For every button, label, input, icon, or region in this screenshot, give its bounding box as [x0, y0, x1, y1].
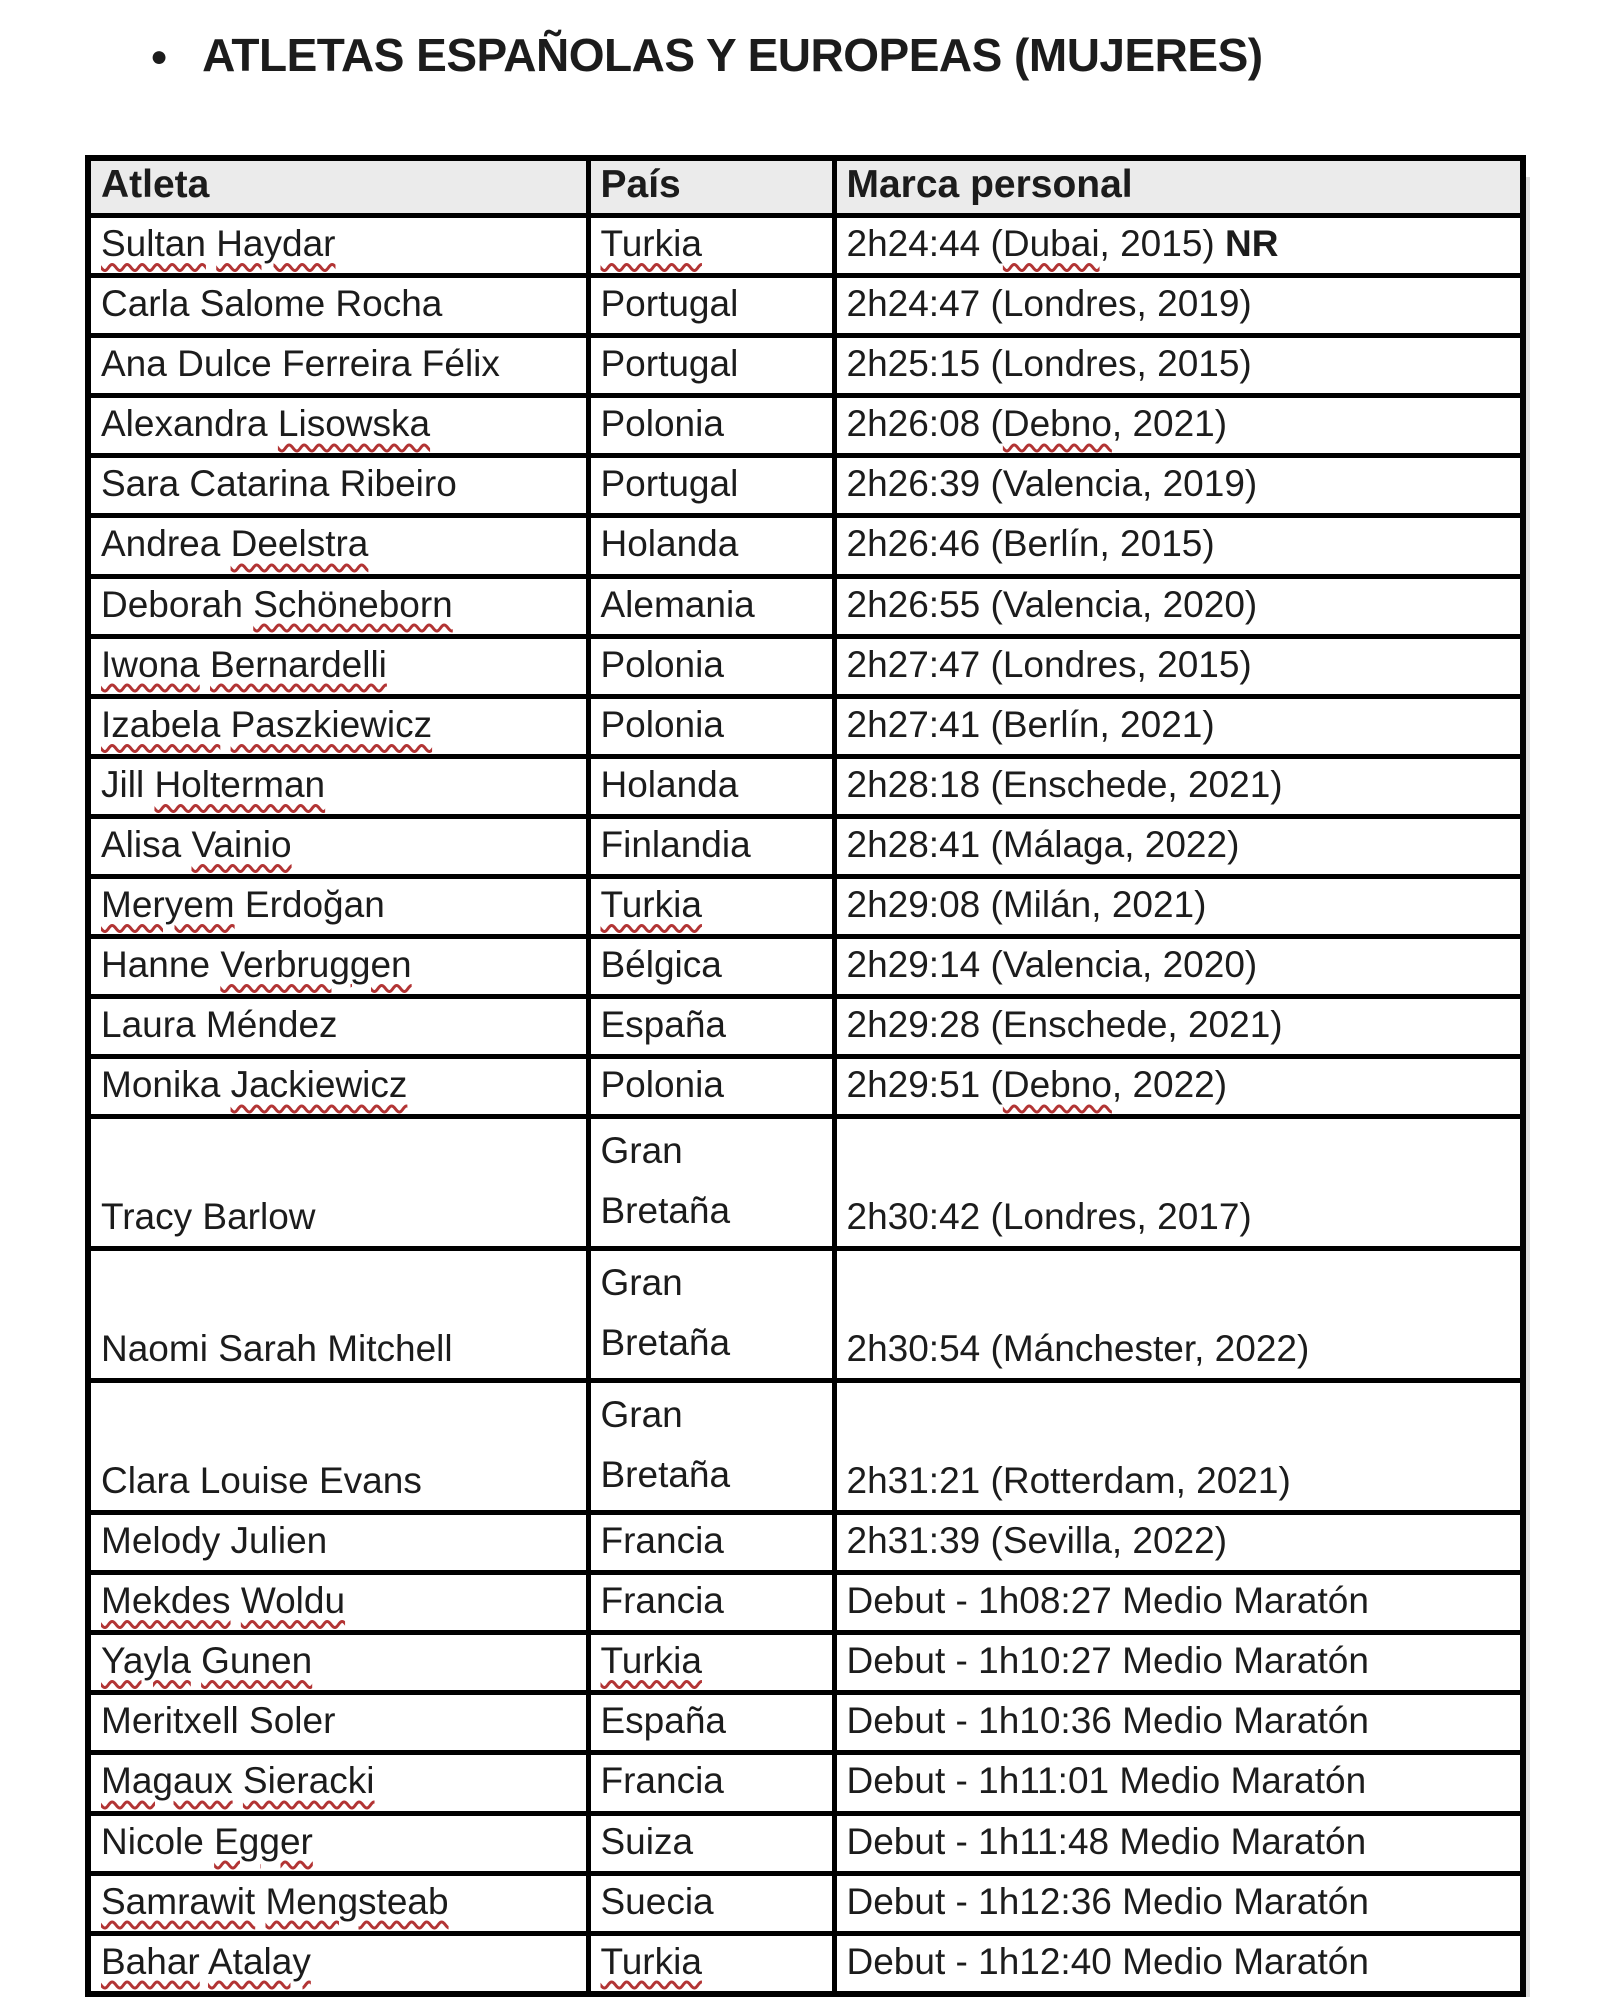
misspelled-word: Haydar	[216, 223, 336, 264]
misspelled-word: Mengsteab	[265, 1880, 449, 1922]
cell-mark	[834, 1873, 1523, 1933]
cell-country	[588, 816, 834, 876]
text-segment: Monika	[101, 1064, 231, 1106]
text-segment: 2h29:08 (Milán, 2021)	[846, 884, 1207, 926]
text-segment: Naomi Sarah Mitchell	[101, 1328, 453, 1370]
cell-mark	[834, 756, 1523, 816]
misspelled-word: Lisowska	[277, 403, 431, 445]
table-row	[88, 336, 1523, 396]
text-segment: Laura Méndez	[101, 1004, 338, 1046]
text-segment	[200, 1941, 208, 1982]
table-row	[88, 1933, 1523, 1994]
text-segment: Gran	[600, 1262, 683, 1304]
text-segment: Francia	[600, 1520, 724, 1562]
text-segment: Francia	[600, 1580, 724, 1622]
cell-mark	[834, 1633, 1523, 1693]
misspelled-word: Samrawit	[101, 1880, 256, 1922]
cell-country	[588, 1117, 834, 1249]
table-row	[88, 877, 1523, 937]
cell-country	[588, 1381, 834, 1513]
text-segment: Polonia	[600, 703, 724, 745]
misspelled-word: Dubai	[1002, 223, 1100, 264]
cell-country	[588, 576, 834, 636]
cell-mark	[834, 1573, 1523, 1633]
text-segment: 2h27:41 (Berlín, 2021)	[846, 703, 1215, 745]
text-segment: Nicole	[101, 1820, 215, 1862]
cell-athlete	[88, 696, 588, 756]
athletes-table	[85, 155, 1526, 1997]
cell-mark	[834, 456, 1523, 516]
text-segment: Polonia	[600, 1064, 724, 1106]
text-segment: Debut - 1h10:36 Medio Maratón	[846, 1700, 1369, 1742]
text-segment: 2h29:51 (	[846, 1064, 1003, 1106]
cell-athlete	[88, 816, 588, 876]
cell-mark	[834, 636, 1523, 696]
cell-athlete	[88, 997, 588, 1057]
misspelled-word: Woldu	[240, 1580, 346, 1622]
text-segment: Erdoğan	[234, 884, 385, 926]
text-segment: Ana Dulce Ferreira Félix	[101, 343, 500, 385]
misspelled-word: Magaux	[101, 1760, 233, 1802]
cell-athlete	[88, 1753, 588, 1813]
text-segment: 2h29:28 (Enschede, 2021)	[846, 1004, 1283, 1046]
text-segment: Debut - 1h10:27 Medio Maratón	[846, 1640, 1369, 1682]
misspelled-word: Turkia	[600, 223, 702, 264]
text-segment: España	[600, 1004, 726, 1046]
cell-mark	[834, 1513, 1523, 1573]
cell-country	[588, 1873, 834, 1933]
cell-athlete	[88, 276, 588, 336]
cell-mark	[834, 1753, 1523, 1813]
table-row	[88, 816, 1523, 876]
misspelled-word: Bernardelli	[210, 643, 387, 685]
text-segment: Carla Salome Rocha	[101, 283, 443, 325]
cell-mark	[834, 276, 1523, 336]
text-segment: Suecia	[600, 1880, 714, 1922]
text-segment: Bélgica	[600, 944, 722, 986]
misspelled-word: Schöneborn	[253, 583, 453, 625]
table-row	[88, 756, 1523, 816]
misspelled-word: Gunen	[201, 1640, 313, 1682]
cell-mark	[834, 1057, 1523, 1117]
text-segment: Portugal	[600, 343, 739, 385]
misspelled-word: Verbruggen	[220, 944, 412, 986]
table-row	[88, 937, 1523, 997]
text-segment: España	[600, 1700, 726, 1742]
cell-mark	[834, 877, 1523, 937]
cell-country	[588, 456, 834, 516]
table-row	[88, 696, 1523, 756]
cell-country	[588, 516, 834, 576]
text-segment: Portugal	[600, 283, 739, 325]
column-header-atleta: Atleta	[88, 158, 588, 216]
text-segment: Debut - 1h12:36 Medio Maratón	[846, 1880, 1369, 1922]
cell-athlete	[88, 216, 588, 276]
table-row	[88, 1057, 1523, 1117]
cell-country	[588, 997, 834, 1057]
cell-mark	[834, 396, 1523, 456]
text-segment	[206, 223, 216, 264]
text-segment: Alisa	[101, 823, 192, 865]
text-segment: 2h26:39 (Valencia, 2019)	[846, 463, 1258, 505]
text-segment: Hanne	[101, 944, 221, 986]
text-segment: , 2015)	[1099, 223, 1226, 264]
cell-country	[588, 216, 834, 276]
misspelled-word: Vainio	[191, 823, 292, 865]
text-segment: 2h26:46 (Berlín, 2015)	[846, 523, 1215, 565]
table-row	[88, 1249, 1523, 1381]
text-segment: 2h25:15 (Londres, 2015)	[846, 343, 1252, 385]
cell-athlete	[88, 1813, 588, 1873]
text-segment: Sara Catarina Ribeiro	[101, 463, 457, 505]
text-segment: Bretaña	[600, 1454, 731, 1496]
cell-athlete	[88, 1873, 588, 1933]
text-segment: 2h26:55 (Valencia, 2020)	[846, 583, 1258, 625]
text-segment: Suiza	[600, 1820, 694, 1862]
cell-athlete	[88, 1057, 588, 1117]
cell-mark	[834, 1693, 1523, 1753]
cell-athlete	[88, 937, 588, 997]
text-segment: Meritxell Soler	[101, 1700, 336, 1742]
text-segment: Debut - 1h11:48 Medio Maratón	[846, 1820, 1367, 1862]
document-title-row	[0, 26, 1600, 84]
cell-country	[588, 1513, 834, 1573]
text-segment: Deborah	[101, 583, 254, 625]
cell-athlete	[88, 877, 588, 937]
cell-country	[588, 877, 834, 937]
cell-mark	[834, 816, 1523, 876]
cell-mark	[834, 576, 1523, 636]
cell-athlete	[88, 1573, 588, 1633]
table-row	[88, 576, 1523, 636]
text-segment: Debut - 1h12:40 Medio Maratón	[846, 1940, 1369, 1982]
column-header-pais: País	[588, 158, 834, 216]
text-segment	[220, 704, 230, 745]
misspelled-word: Turkia	[600, 1640, 702, 1682]
cell-athlete	[88, 1693, 588, 1753]
table-header-row	[88, 158, 1523, 216]
cell-athlete	[88, 516, 588, 576]
cell-country	[588, 696, 834, 756]
cell-mark	[834, 696, 1523, 756]
text-segment: Holanda	[600, 523, 739, 565]
cell-athlete	[88, 1117, 588, 1249]
cell-country	[588, 1249, 834, 1381]
cell-country	[588, 276, 834, 336]
table-row	[88, 516, 1523, 576]
cell-country	[588, 636, 834, 696]
cell-country	[588, 1057, 834, 1117]
cell-mark	[834, 1381, 1523, 1513]
text-segment: Gran	[600, 1394, 683, 1436]
misspelled-word: Jackiewicz	[230, 1064, 408, 1106]
misspelled-word: Yayla	[101, 1640, 191, 1682]
table-row	[88, 1813, 1523, 1873]
cell-mark	[834, 1117, 1523, 1249]
table-row	[88, 1381, 1523, 1513]
text-segment	[191, 1640, 201, 1681]
cell-country	[588, 1633, 834, 1693]
text-segment: Bretaña	[600, 1190, 731, 1232]
cell-mark	[834, 1249, 1523, 1381]
text-segment: Francia	[600, 1760, 724, 1802]
cell-country	[588, 396, 834, 456]
cell-country	[588, 1813, 834, 1873]
cell-athlete	[88, 336, 588, 396]
table-row	[88, 1573, 1523, 1633]
text-segment: Debut - 1h11:01 Medio Maratón	[846, 1760, 1367, 1802]
table-row	[88, 1117, 1523, 1249]
cell-mark	[834, 216, 1523, 276]
table-row	[88, 1873, 1523, 1933]
misspelled-word: Debno	[1002, 403, 1112, 445]
cell-athlete	[88, 1633, 588, 1693]
cell-mark	[834, 516, 1523, 576]
table-row	[88, 216, 1523, 276]
cell-athlete	[88, 636, 588, 696]
text-segment: 2h30:54 (Mánchester, 2022)	[846, 1328, 1310, 1370]
misspelled-word: Mekdes	[101, 1580, 231, 1622]
misspelled-word: Bahar	[101, 1940, 200, 1982]
text-segment: Alexandra	[101, 403, 278, 445]
table-row	[88, 276, 1523, 336]
cell-athlete	[88, 756, 588, 816]
misspelled-word: Holterman	[154, 763, 326, 805]
table-row	[88, 1693, 1523, 1753]
text-segment: 2h31:39 (Sevilla, 2022)	[846, 1520, 1228, 1562]
text-segment: Portugal	[600, 463, 739, 505]
cell-athlete	[88, 1249, 588, 1381]
text-segment: Holanda	[600, 763, 739, 805]
cell-mark	[834, 937, 1523, 997]
text-segment: Tracy Barlow	[101, 1196, 316, 1238]
column-header-marca-personal: Marca personal	[834, 158, 1523, 216]
text-segment: 2h28:41 (Málaga, 2022)	[846, 823, 1240, 865]
page-title: ATLETAS ESPAÑOLAS Y EUROPEAS (MUJERES)	[202, 29, 1263, 81]
table-row	[88, 1753, 1523, 1813]
cell-mark	[834, 997, 1523, 1057]
misspelled-word: Sultan	[101, 223, 206, 264]
misspelled-word: Paszkiewicz	[230, 703, 433, 745]
text-segment: Polonia	[600, 403, 724, 445]
misspelled-word: Izabela	[101, 703, 221, 745]
misspelled-word: Meryem	[101, 884, 235, 926]
text-segment	[200, 644, 210, 685]
misspelled-word: Turkia	[600, 884, 702, 926]
cell-mark	[834, 1933, 1523, 1994]
cell-athlete	[88, 1933, 588, 1994]
text-segment: 2h30:42 (Londres, 2017)	[846, 1196, 1252, 1238]
text-segment	[255, 1881, 265, 1922]
table-row	[88, 1633, 1523, 1693]
table-row	[88, 1513, 1523, 1573]
athletes-table-body	[88, 216, 1523, 1994]
text-segment: 2h31:21 (Rotterdam, 2021)	[846, 1459, 1291, 1501]
table-row	[88, 396, 1523, 456]
cell-athlete	[88, 1513, 588, 1573]
text-segment: Melody Julien	[101, 1520, 328, 1562]
text-segment: 2h29:14 (Valencia, 2020)	[846, 944, 1258, 986]
cell-athlete	[88, 456, 588, 516]
misspelled-word: Sieracki	[242, 1760, 375, 1802]
text-segment: 2h28:18 (Enschede, 2021)	[846, 763, 1283, 805]
cell-country	[588, 1933, 834, 1994]
cell-athlete	[88, 396, 588, 456]
text-segment: 2h27:47 (Londres, 2015)	[846, 643, 1252, 685]
table-row	[88, 997, 1523, 1057]
cell-mark	[834, 336, 1523, 396]
text-segment	[231, 1580, 241, 1621]
table-row	[88, 456, 1523, 516]
text-segment: , 2022)	[1111, 1064, 1228, 1106]
text-segment: 2h24:47 (Londres, 2019)	[846, 283, 1252, 325]
cell-country	[588, 1753, 834, 1813]
text-segment: Polonia	[600, 643, 724, 685]
text-segment: Andrea	[101, 523, 231, 565]
text-segment: Clara Louise Evans	[101, 1459, 422, 1501]
cell-country	[588, 756, 834, 816]
text-segment: 2h26:08 (	[846, 403, 1003, 445]
text-segment: , 2021)	[1111, 403, 1228, 445]
text-segment: Finlandia	[600, 823, 751, 865]
cell-athlete	[88, 576, 588, 636]
cell-athlete	[88, 1381, 588, 1513]
misspelled-word: Turkia	[600, 1940, 702, 1982]
text-segment: Bretaña	[600, 1322, 731, 1364]
text-segment: 2h24:44 (	[846, 223, 1003, 264]
cell-country	[588, 937, 834, 997]
text-segment	[233, 1760, 243, 1801]
text-segment: Debut - 1h08:27 Medio Maratón	[846, 1580, 1369, 1622]
text-segment: Jill	[101, 763, 155, 805]
text-segment: Gran	[600, 1130, 683, 1172]
misspelled-word: Deelstra	[230, 523, 369, 565]
cell-country	[588, 1693, 834, 1753]
text-segment: NR	[1225, 223, 1279, 264]
cell-country	[588, 336, 834, 396]
misspelled-word: Egger	[214, 1820, 313, 1862]
list-bullet: ●	[150, 40, 169, 73]
misspelled-word: Atalay	[207, 1940, 311, 1982]
misspelled-word: Debno	[1002, 1064, 1112, 1106]
cell-country	[588, 1573, 834, 1633]
text-segment: Alemania	[600, 583, 755, 625]
table-row	[88, 636, 1523, 696]
misspelled-word: Iwona	[101, 643, 200, 685]
cell-mark	[834, 1813, 1523, 1873]
